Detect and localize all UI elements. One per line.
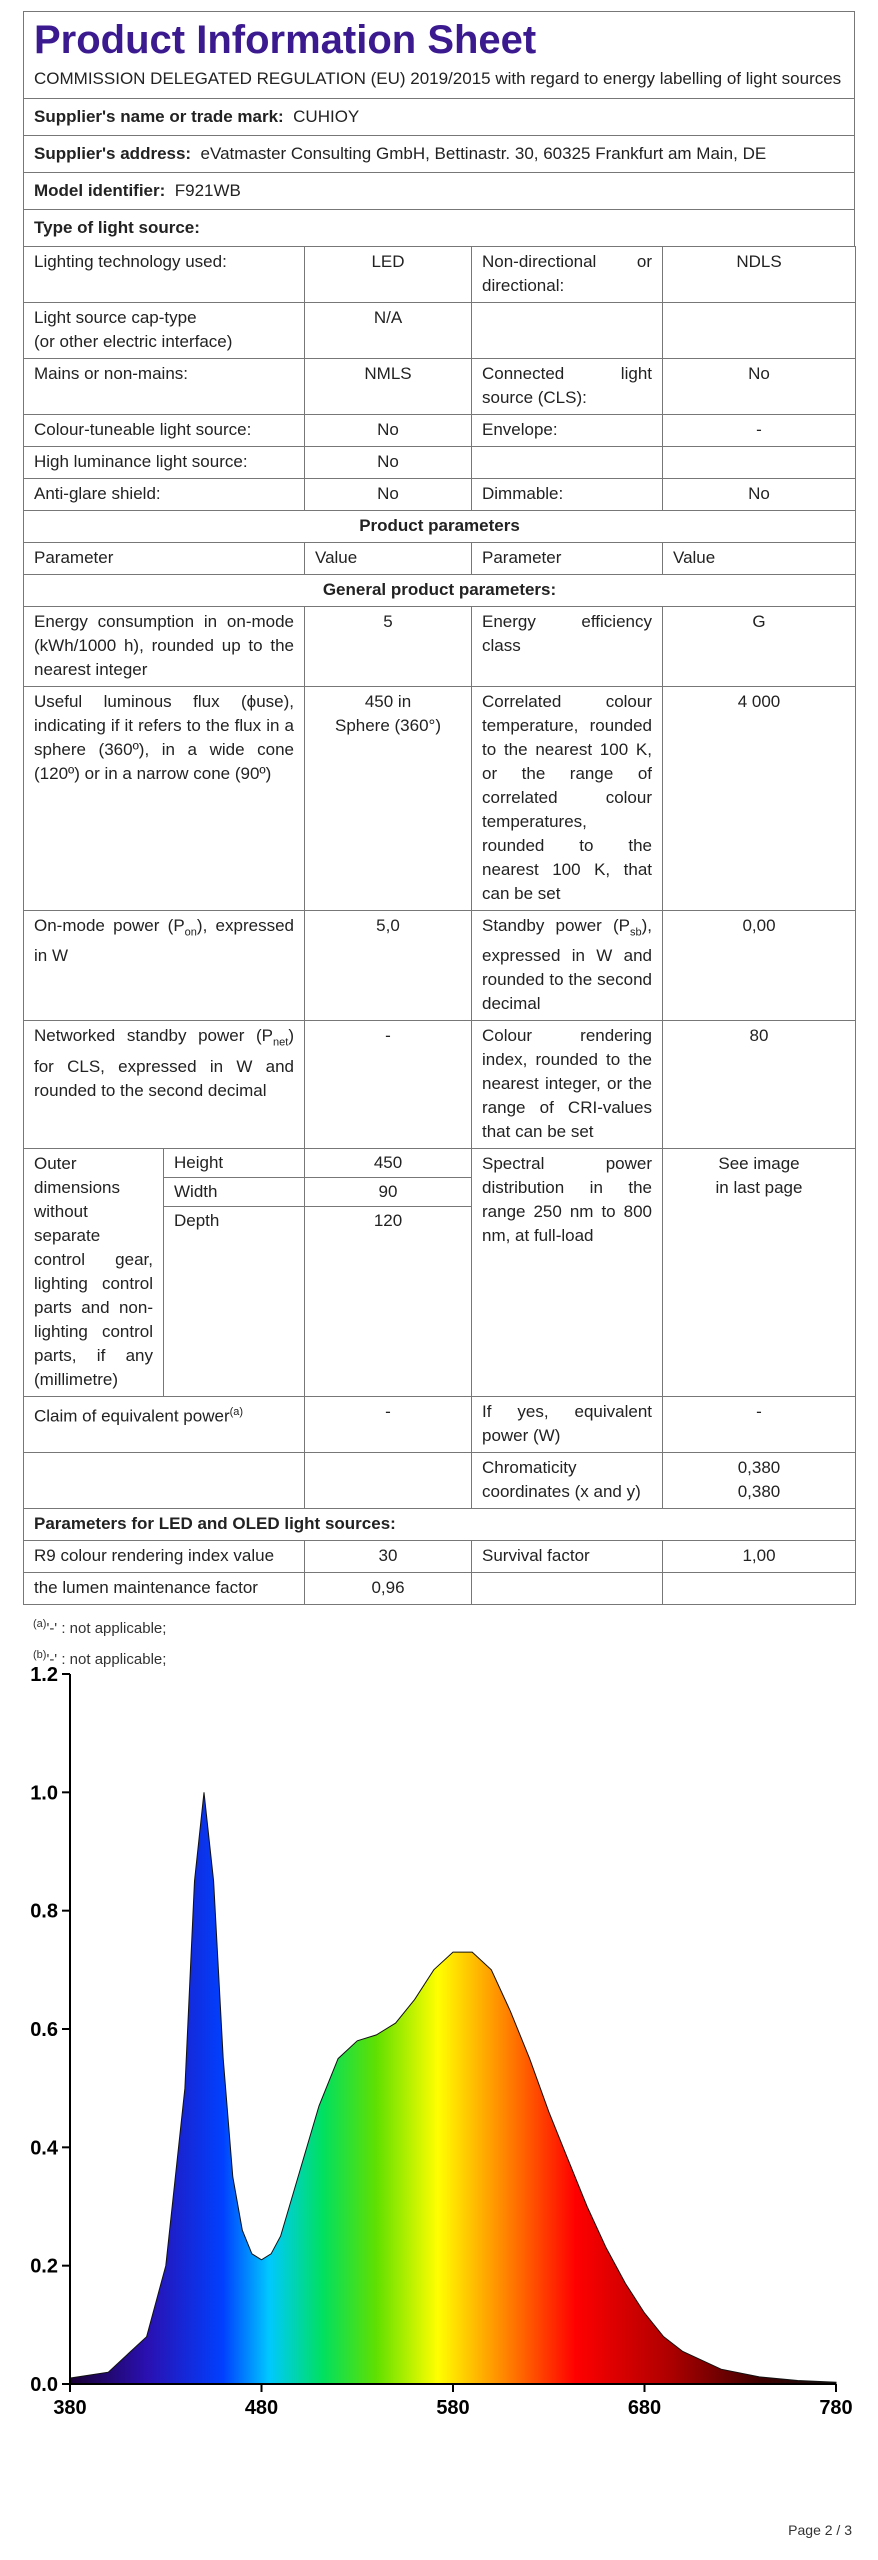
- table-row: [24, 543, 856, 575]
- mains-value: NMLS: [305, 359, 472, 415]
- high-luminance-label: High luminance light source:: [24, 447, 305, 479]
- supplier-name-row: [23, 98, 855, 135]
- standby-power-value: 0,00: [663, 911, 856, 1021]
- depth-label: Depth: [174, 1211, 220, 1231]
- supplier-name-value: CUHIOY: [293, 107, 360, 126]
- product-information-sheet: [23, 11, 855, 1673]
- y-tick-label: 0.0: [30, 2374, 58, 2396]
- pon-label-a: On-mode power (P: [34, 916, 185, 935]
- y-tick-label: 1.2: [30, 1664, 58, 1686]
- energy-class-value: G: [663, 607, 856, 687]
- x-tick-label: 780: [819, 2397, 853, 2419]
- psb-sub: sb: [629, 926, 642, 939]
- pon-sub: on: [184, 926, 197, 939]
- dimensions-label: Outer dimensions without separate control gear, lighting control parts and non-lighting control parts, if any (millimetre): [24, 1149, 164, 1397]
- cap-label-line2: (or other electric interface): [34, 332, 233, 351]
- type-of-light-source-heading: [23, 209, 855, 246]
- model-identifier-row: [23, 172, 855, 209]
- lumen-maintenance-label: the lumen maintenance factor: [24, 1573, 305, 1605]
- psb-label-a: Standby power (P: [482, 916, 630, 935]
- pnet-sub: net: [273, 1036, 289, 1049]
- spd-value-line1: See image: [718, 1154, 800, 1174]
- table-row: [24, 1021, 856, 1149]
- chromaticity-value: [663, 1453, 856, 1509]
- on-mode-power-value: 5,0: [305, 911, 472, 1021]
- type-heading-text: Type of light source:: [34, 218, 200, 237]
- footnote-b-text: '-' : not applicable;: [46, 1651, 167, 1669]
- page-number: Page 2 / 3: [788, 2522, 852, 2538]
- table-row: [24, 911, 856, 1021]
- luminous-flux-label: Useful luminous flux (ϕuse), indicating if it refers to the flux in a sphere (360º), in a wide cone (120º) or in a narrow cone (90º): [24, 687, 305, 911]
- regulation-subtitle: COMMISSION DELEGATED REGULATION (EU) 2019/2015 with regard to energy labelling of light sources: [34, 69, 842, 88]
- pnet-label-b: ) for CLS, expressed in W and rounded to the second decimal: [34, 1026, 294, 1100]
- dimensions-values: [305, 1149, 472, 1397]
- cls-value: No: [663, 359, 856, 415]
- lighting-tech-value: LED: [305, 247, 472, 303]
- y-tick-label: 0.8: [30, 1900, 58, 1923]
- model-identifier-value: F921WB: [174, 181, 241, 200]
- flux-value-line2: Sphere (360°): [334, 716, 442, 735]
- spectrum-area: [70, 1792, 836, 2384]
- table-row: [24, 575, 856, 607]
- networked-standby-label: [24, 1021, 305, 1149]
- chromaticity-y: 0,380: [737, 1482, 781, 1502]
- width-label: Width: [164, 1178, 304, 1207]
- cap-type-value: N/A: [305, 303, 472, 359]
- networked-standby-value: -: [305, 1021, 472, 1149]
- on-mode-power-label: [24, 911, 305, 1021]
- cri-label: Colour rendering index, rounded to the nearest integer, or the range of CRI-values that can be set: [472, 1021, 663, 1149]
- table-row: [24, 415, 856, 447]
- supplier-address-value: eVatmaster Consulting GmbH, Bettinastr. 30, 60325 Frankfurt am Main, DE: [200, 144, 767, 163]
- table-row: [24, 1509, 856, 1541]
- parameters-table: [23, 246, 856, 1605]
- table-row: [24, 1397, 856, 1453]
- flux-value-line1: 450 in: [364, 692, 412, 711]
- dimensions-names: [164, 1149, 305, 1397]
- r9-value: 30: [305, 1541, 472, 1573]
- claim-footnote-mark: (a): [229, 1406, 244, 1419]
- model-identifier-label: Model identifier:: [34, 181, 166, 200]
- survival-factor-label: Survival factor: [472, 1541, 663, 1573]
- antiglare-label: Anti-glare shield:: [24, 479, 305, 511]
- y-tick-label: 0.6: [30, 2019, 58, 2041]
- y-tick-label: 1.0: [30, 1782, 58, 1805]
- table-row: [24, 359, 856, 415]
- mains-label: Mains or non-mains:: [24, 359, 305, 415]
- antiglare-value: No: [305, 479, 472, 511]
- depth-value: 120: [373, 1211, 403, 1231]
- footnote-a: [33, 1611, 855, 1642]
- equivalent-power-claim-label: [24, 1397, 305, 1453]
- table-row: [24, 687, 856, 911]
- cct-value: 4 000: [663, 687, 856, 911]
- table-row: [24, 607, 856, 687]
- tuneable-value: No: [305, 415, 472, 447]
- spd-value-line2: in last page: [715, 1178, 803, 1198]
- luminous-flux-value: [305, 687, 472, 911]
- directional-value: NDLS: [663, 247, 856, 303]
- claim-label-text: Claim of equivalent power: [34, 1407, 230, 1427]
- envelope-value: -: [663, 415, 856, 447]
- cri-value: 80: [663, 1021, 856, 1149]
- energy-class-label: Energy efficiency class: [472, 607, 663, 687]
- y-tick-label: 0.4: [30, 2137, 58, 2160]
- x-tick-label: 480: [244, 2397, 279, 2419]
- cct-label: Correlated colour temperature, rounded to the nearest 100 K, or the range of correlated colour temperatures, rounded to the nearest 100 K, that can be set: [472, 687, 663, 911]
- lighting-tech-label: Lighting technology used:: [24, 247, 305, 303]
- dimmable-value: No: [663, 479, 856, 511]
- footnote-a-mark: (a): [33, 1618, 47, 1631]
- survival-factor-value: 1,00: [663, 1541, 856, 1573]
- x-tick-label: 580: [436, 2397, 470, 2419]
- cap-type-label: [24, 303, 305, 359]
- col-parameter-1: Parameter: [24, 543, 305, 575]
- r9-label: R9 colour rendering index value: [24, 1541, 305, 1573]
- envelope-label: Envelope:: [472, 415, 663, 447]
- tuneable-label: Colour-tuneable light source:: [24, 415, 305, 447]
- supplier-address-row: [23, 135, 855, 172]
- height-value: 450: [305, 1149, 471, 1178]
- equivalent-power-label: If yes, equivalent power (W): [472, 1397, 663, 1453]
- spectral-distribution-label: Spectral power distribution in the range 250 nm to 800 nm, at full-load: [472, 1149, 663, 1397]
- directional-label: Non-directional or directional:: [472, 247, 663, 303]
- general-parameters-heading: General product parameters:: [24, 575, 856, 607]
- x-tick-label: 680: [627, 2397, 662, 2419]
- led-parameters-heading: Parameters for LED and OLED light sources:: [24, 1509, 856, 1541]
- col-value-2: Value: [663, 543, 856, 575]
- product-parameters-heading: Product parameters: [24, 511, 856, 543]
- footnote-b-mark: (b): [33, 1649, 47, 1662]
- supplier-name-label: Supplier's name or trade mark:: [34, 107, 284, 126]
- table-row: [24, 511, 856, 543]
- table-row: [24, 1453, 856, 1509]
- spectral-power-chart: [18, 1650, 858, 2430]
- table-row: [24, 1573, 856, 1605]
- chromaticity-label: Chromaticity coordinates (x and y): [472, 1453, 663, 1509]
- table-row: [24, 247, 856, 303]
- y-tick-label: 0.2: [30, 2255, 58, 2278]
- standby-power-label: [472, 911, 663, 1021]
- col-parameter-2: Parameter: [472, 543, 663, 575]
- table-row: [24, 303, 856, 359]
- height-label: Height: [164, 1149, 304, 1178]
- page-title: Product Information Sheet: [34, 18, 537, 62]
- cls-label: Connected light source (CLS):: [472, 359, 663, 415]
- high-luminance-value: No: [305, 447, 472, 479]
- width-value: 90: [305, 1178, 471, 1207]
- supplier-address-label: Supplier's address:: [34, 144, 192, 163]
- col-value-1: Value: [305, 543, 472, 575]
- lumen-maintenance-value: 0,96: [305, 1573, 472, 1605]
- equivalent-power-claim-value: -: [305, 1397, 472, 1453]
- header-block: [23, 11, 855, 98]
- footnote-a-text: '-' : not applicable;: [46, 1620, 167, 1638]
- energy-consumption-label: Energy consumption in on-mode (kWh/1000 h), rounded up to the nearest integer: [24, 607, 305, 687]
- table-row: [24, 479, 856, 511]
- pnet-label-a: Networked standby power (P: [34, 1026, 274, 1046]
- energy-consumption-value: 5: [305, 607, 472, 687]
- table-row: [24, 1149, 856, 1397]
- table-row: [24, 1541, 856, 1573]
- pon-label-b: ), expressed in W: [34, 916, 294, 966]
- dimmable-label: Dimmable:: [472, 479, 663, 511]
- cap-label-line1: Light source cap-type: [34, 308, 197, 327]
- table-row: [24, 447, 856, 479]
- x-tick-label: 380: [53, 2397, 87, 2419]
- chromaticity-x: 0,380: [737, 1458, 781, 1478]
- equivalent-power-value: -: [663, 1397, 856, 1453]
- psb-label-b: ), expressed in W and rounded to the second decimal: [482, 916, 652, 1014]
- spectral-distribution-value: [663, 1149, 856, 1397]
